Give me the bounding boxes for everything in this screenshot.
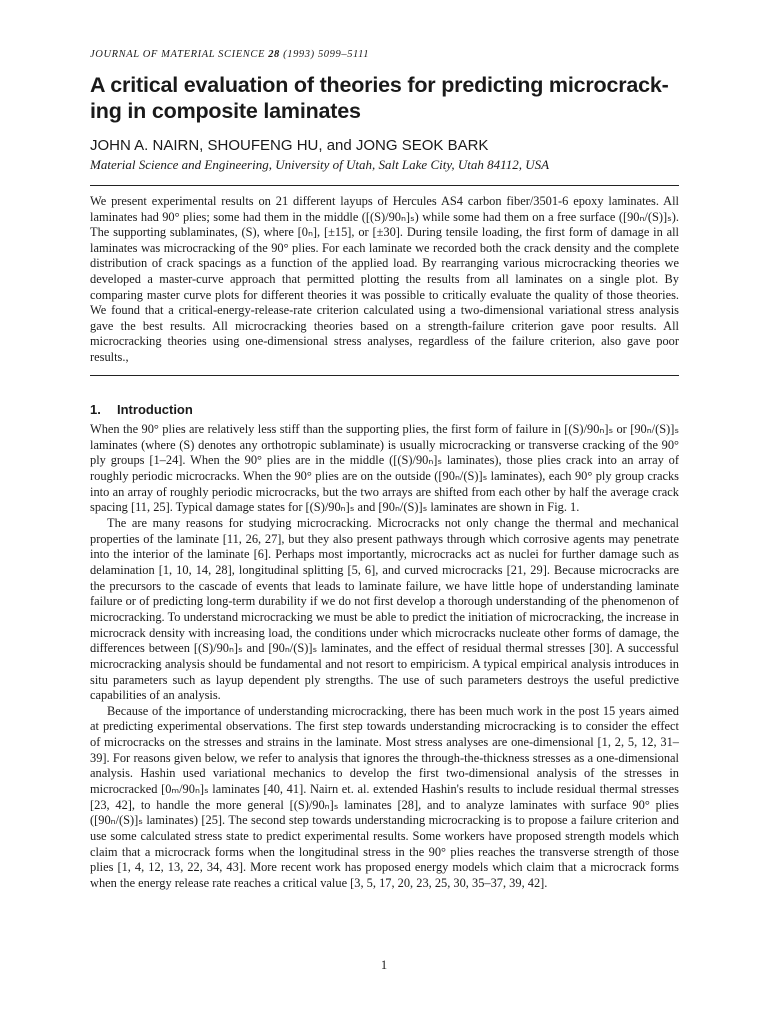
affiliation: Material Science and Engineering, University of Utah, Salt Lake City, Utah 84112, USA [90, 157, 550, 172]
paragraph: The are many reasons for studying microcracking. Microcracks not only change the thermal and mechanical properties of the laminate [11, 26, 27], but they also present pathways through which corrosive agents may penetrate into the interior of the laminate [6]. Perhaps most importantly, microcracks act as nuclei for further damage such as delamination [1, 10, 14, 28], longitudinal splitting [5, 6], and curved microcracks [21, 29]. Because microcracks are the precursors to the cascade of events that leads to laminate failure, we have little hope of understanding laminate failure or of predicting long-term durability if we do not first develop a thorough understanding of the phenomenon of microcracking. To understand microcracking we must be able to predict the initiation of microcracking, the increase in microcrack density with increasing load, the conditions under which microcracks nucleate other forms of damage, the differences between [(S)/90ₙ]ₛ and [90ₙ/(S)]ₛ laminates, and the effect of residual thermal stresses [30]. A successful microcracking analysis should be fundamental and not resort to empiricism. A typical empirical analysis introduces in situ parameters such as layup dependent ply strengths. The use of such parameters destroys the useful predictive capabilities of an analysis. [90, 515, 679, 703]
page-number: 1 [380, 958, 388, 972]
journal-header [90, 49, 369, 60]
paragraph: When the 90° plies are relatively less stiff than the supporting plies, the first form of failure in [(S)/90ₙ]ₛ or [90ₙ/(S)]ₛ laminates (where (S) denotes any orthotropic sublaminate) is usually microcracking or transverse cracking of the 90° ply groups [1–24]. When the 90° plies are in the middle ([(S)/90ₙ]ₛ laminates), those plies crack into an array of roughly periodic microcracks. When the 90° plies are on the outside ([90ₙ/(S)]ₛ laminates), each 90° ply group cracks into an array of roughly periodic microcracks, but the two arrays are shifted from each other by half the average crack spacing [11, 25]. Typical damage states for [(S)/90ₙ]ₛ and [90ₙ/(S)]ₛ laminates are shown in Fig. 1. [90, 422, 679, 515]
section-heading [90, 402, 193, 417]
journal-pages: (1993) 5099–5111 [283, 49, 370, 60]
abstract-bottom-rule [90, 375, 679, 376]
journal-volume: 28 [268, 49, 280, 60]
section-title: Introduction [117, 402, 193, 417]
author-list: JOHN A. NAIRN, SHOUFENG HU, and JONG SEOK BARK [90, 137, 489, 154]
abstract-top-rule [90, 185, 679, 186]
abstract: We present experimental results on 21 different layups of Hercules AS4 carbon fiber/3501-6 epoxy laminates. All laminates had 90° plies; some had them in the middle ([(S)/90ₙ]ₛ) while some had them on a free surface ([90ₙ/(S)]ₛ). The supporting sublaminates, (S), where [0ₙ], [±15], or [±30]. During tensile loading, the first form of damage in all laminates was microcracking of the 90° plies. For each laminate we recorded both the crack density and the complete distribution of crack spacings as a function of the applied load. By rearranging various microcracking theories we developed a master-curve approach that permitted plotting the results from all laminates on a single plot. By comparing master curve plots for different theories it was possible to critically evaluate the quality of those theories. We found that a critical-energy-release-rate criterion calculated using a two-dimensional variational stress analysis gave the best results. All microcracking theories based on a strength-failure criterion gave poor results. All microcracking theories using one-dimensional stress analyses, regardless of the failure criterion, also gave poor results., [90, 194, 679, 364]
journal-name: JOURNAL OF MATERIAL SCIENCE [90, 49, 265, 60]
section-number: 1. [90, 402, 101, 417]
paper-title: A critical evaluation of theories for predicting microcrack-ing in composite laminates [90, 73, 669, 123]
paragraph: Because of the importance of understanding microcracking, there has been much work in the post 15 years aimed at predicting experimental observations. The first step towards understanding microcracking is to consider the effect of microcracks on the stresses and strains in the laminate. Most stress analyses are one-dimensional [1, 2, 5, 12, 31–39]. For reasons given below, we refer to analysis that ignores the through-the-thickness stresses as a one-dimensional analysis. Hashin used variational mechanics to develop the first two-dimensional analysis of the stresses in microcracked [0ₘ/90ₙ]ₛ laminates [40, 41]. Nairn et. al. extended Hashin's results to include residual thermal stresses [23, 42], to handle the more general [(S)/90ₙ]ₛ laminates [28], and to analyze laminates with surface 90° plies ([90ₙ/(S)]ₛ laminates) [25]. The second step towards understanding microcracking is to propose a failure criterion and use some calculated stress state to predict experimental results. Some workers have proposed strength models which claim that a microcrack forms when the longitudinal stress in the 90° plies reaches the transverse strength of those plies [1, 4, 12, 13, 22, 34, 43]. More recent work has proposed energy models which claim that a microcrack forms when the energy release rate reaches a critical value [3, 5, 17, 20, 23, 25, 30, 35–37, 39, 42]. [90, 703, 679, 891]
body-text [90, 422, 679, 892]
